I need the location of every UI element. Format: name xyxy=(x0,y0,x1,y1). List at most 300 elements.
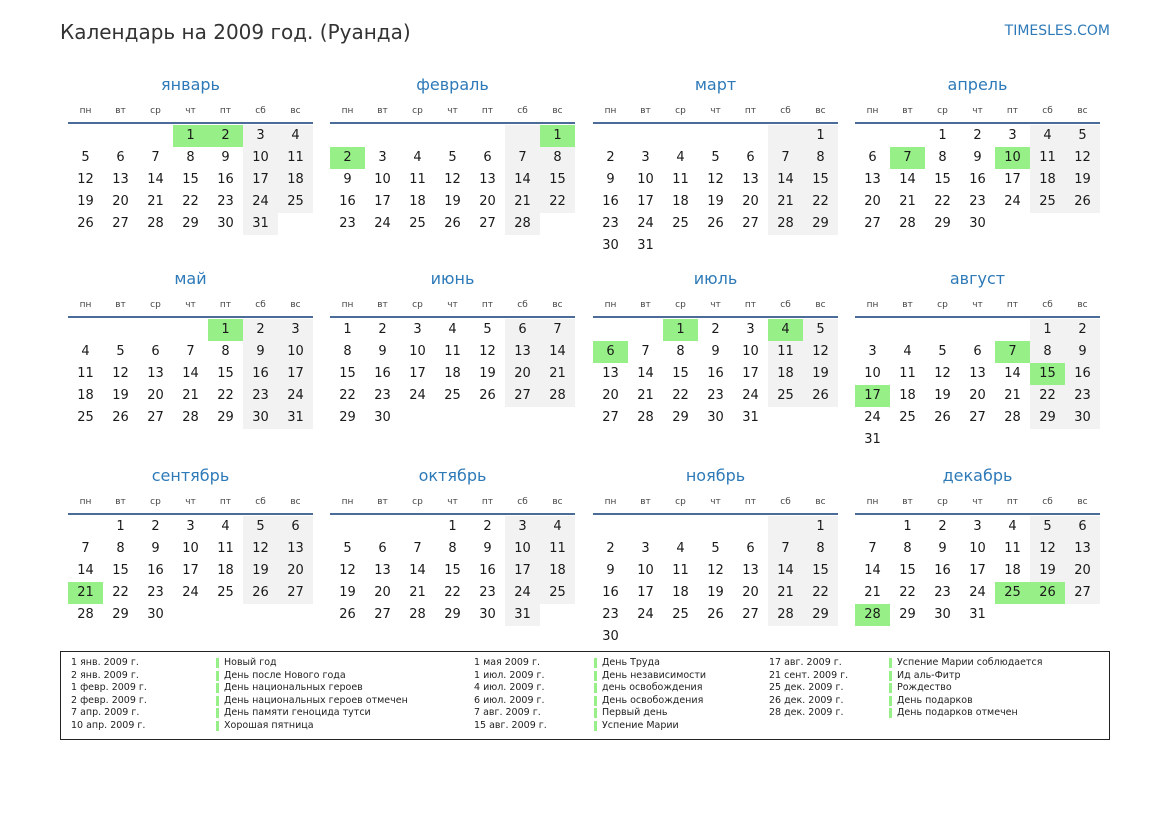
day-cell: 3 xyxy=(641,541,650,556)
day-cell: 26 xyxy=(112,410,129,425)
day-cell: 27 xyxy=(374,607,391,622)
day-cell: 6 xyxy=(593,341,628,363)
holiday-date: 2 янв. 2009 г. xyxy=(71,669,139,681)
day-cell: 27 xyxy=(864,216,881,231)
day-cell: 29 xyxy=(934,216,951,231)
weekday-label: вс xyxy=(552,300,563,310)
day-grid xyxy=(593,125,838,257)
holiday-marker xyxy=(216,696,219,706)
empty-cell xyxy=(470,407,505,429)
day-cell: 19 xyxy=(707,585,724,600)
day-cell: 13 xyxy=(864,172,881,187)
day-cell: 22 xyxy=(540,191,575,213)
day-cell: 2 xyxy=(243,319,278,341)
day-cell: 25 xyxy=(217,585,234,600)
day-cell: 1 xyxy=(343,322,352,337)
day-cell: 30 xyxy=(479,607,496,622)
day-grid xyxy=(593,516,838,648)
empty-cell xyxy=(173,604,208,626)
weekday-label: ср xyxy=(675,106,686,116)
day-grid xyxy=(68,125,313,235)
legend-item xyxy=(71,694,408,708)
holiday-date: 25 дек. 2009 г. xyxy=(769,682,844,694)
day-cell: 25 xyxy=(278,191,313,213)
weekday-label: вт xyxy=(902,106,913,116)
day-cell: 16 xyxy=(934,563,951,578)
holiday-name: Хорошая пятница xyxy=(224,719,314,731)
weekday-label: ср xyxy=(150,106,161,116)
day-cell: 30 xyxy=(217,216,234,231)
holiday-date: 17 авг. 2009 г. xyxy=(769,657,842,668)
day-cell: 23 xyxy=(602,216,619,231)
day-cell: 17 xyxy=(182,563,199,578)
day-cell: 1 xyxy=(448,519,457,534)
day-cell: 18 xyxy=(278,169,313,191)
day-cell: 8 xyxy=(1030,341,1065,363)
day-cell: 2 xyxy=(208,125,243,147)
day-cell: 1 xyxy=(903,519,912,534)
weekday-header xyxy=(68,298,313,312)
day-cell: 22 xyxy=(217,388,234,403)
empty-cell xyxy=(278,604,313,626)
weekday-label: сб xyxy=(255,497,266,507)
day-cell: 29 xyxy=(803,604,838,626)
day-cell: 12 xyxy=(479,344,496,359)
day-cell: 28 xyxy=(637,410,654,425)
day-cell: 11 xyxy=(672,563,689,578)
empty-cell xyxy=(890,125,925,147)
holiday-marker xyxy=(216,671,219,681)
day-cell: 20 xyxy=(278,560,313,582)
day-cell: 30 xyxy=(147,607,164,622)
weekday-label: вт xyxy=(115,300,126,310)
day-cell: 2 xyxy=(938,519,947,534)
empty-cell xyxy=(593,125,628,147)
empty-cell xyxy=(1065,429,1100,451)
day-cell: 6 xyxy=(868,150,877,165)
weekday-header xyxy=(593,298,838,312)
day-cell: 4 xyxy=(413,150,422,165)
empty-cell xyxy=(768,407,803,429)
day-cell: 11 xyxy=(77,366,94,381)
day-cell: 14 xyxy=(505,169,540,191)
day-cell: 30 xyxy=(374,410,391,425)
day-cell: 24 xyxy=(637,607,654,622)
day-cell: 12 xyxy=(1030,538,1065,560)
month-divider xyxy=(593,122,838,124)
day-cell: 22 xyxy=(803,582,838,604)
day-cell: 23 xyxy=(374,388,391,403)
day-cell: 20 xyxy=(112,194,129,209)
weekday-label: пн xyxy=(604,300,617,310)
month-block xyxy=(593,74,838,257)
day-cell: 15 xyxy=(444,563,461,578)
day-cell: 24 xyxy=(742,388,759,403)
weekday-label: сб xyxy=(780,497,791,507)
weekday-label: сб xyxy=(517,497,528,507)
day-cell: 29 xyxy=(112,607,129,622)
empty-cell xyxy=(698,516,733,538)
legend-item xyxy=(474,657,804,670)
day-cell: 1 xyxy=(116,519,125,534)
weekday-label: сб xyxy=(780,106,791,116)
holiday-marker xyxy=(889,671,892,681)
day-cell: 1 xyxy=(1030,319,1065,341)
weekday-label: сб xyxy=(1042,300,1053,310)
day-cell: 17 xyxy=(742,366,759,381)
month-block xyxy=(330,465,575,626)
weekday-header xyxy=(68,104,313,118)
empty-cell xyxy=(628,125,663,147)
month-block xyxy=(330,74,575,235)
holiday-date: 1 июл. 2009 г. xyxy=(474,669,545,681)
month-divider xyxy=(593,316,838,318)
day-cell: 16 xyxy=(969,172,986,187)
day-cell: 8 xyxy=(448,541,457,556)
weekday-label: сб xyxy=(780,300,791,310)
month-title: апрель xyxy=(947,75,1008,94)
weekday-label: сб xyxy=(255,300,266,310)
day-cell: 28 xyxy=(540,385,575,407)
weekday-label: сб xyxy=(1042,106,1053,116)
day-cell: 8 xyxy=(186,150,195,165)
holiday-name: день освобождения xyxy=(602,682,703,694)
day-cell: 31 xyxy=(278,407,313,429)
empty-cell xyxy=(400,516,435,538)
empty-cell xyxy=(855,516,890,538)
day-cell: 3 xyxy=(186,519,195,534)
day-cell: 12 xyxy=(243,538,278,560)
day-cell: 11 xyxy=(278,147,313,169)
day-cell: 25 xyxy=(409,216,426,231)
day-cell: 12 xyxy=(339,563,356,578)
day-cell: 8 xyxy=(540,147,575,169)
weekday-label: пн xyxy=(604,497,617,507)
legend-item xyxy=(474,707,804,720)
day-cell: 17 xyxy=(855,385,890,407)
empty-cell xyxy=(400,407,435,429)
empty-cell xyxy=(505,125,540,147)
day-cell: 12 xyxy=(934,366,951,381)
day-cell: 9 xyxy=(151,541,160,556)
weekday-label: вт xyxy=(377,497,388,507)
day-cell: 21 xyxy=(182,388,199,403)
day-cell: 22 xyxy=(803,191,838,213)
holiday-marker xyxy=(216,683,219,693)
month-title: август xyxy=(949,269,1006,288)
day-cell: 18 xyxy=(1030,169,1065,191)
holiday-date: 1 мая 2009 г. xyxy=(474,657,540,668)
empty-cell xyxy=(768,125,803,147)
day-cell: 9 xyxy=(1065,341,1100,363)
day-cell: 30 xyxy=(243,407,278,429)
weekday-label: вс xyxy=(290,497,301,507)
day-cell: 1 xyxy=(540,125,575,147)
holiday-name: Успение Марии соблюдается xyxy=(897,657,1043,668)
legend-item xyxy=(474,720,804,733)
day-cell: 25 xyxy=(77,410,94,425)
day-cell: 20 xyxy=(479,194,496,209)
day-cell: 23 xyxy=(602,607,619,622)
day-grid xyxy=(68,319,313,429)
day-cell: 29 xyxy=(899,607,916,622)
weekday-label: вс xyxy=(552,497,563,507)
empty-cell xyxy=(138,319,173,341)
day-cell: 13 xyxy=(742,172,759,187)
day-cell: 23 xyxy=(969,194,986,209)
day-cell: 7 xyxy=(413,541,422,556)
day-cell: 15 xyxy=(540,169,575,191)
day-cell: 9 xyxy=(606,563,615,578)
day-cell: 4 xyxy=(81,344,90,359)
empty-cell xyxy=(663,125,698,147)
day-cell: 16 xyxy=(479,563,496,578)
holiday-name: Новый год xyxy=(224,657,277,668)
day-cell: 7 xyxy=(641,344,650,359)
day-cell: 14 xyxy=(147,172,164,187)
day-cell: 18 xyxy=(768,363,803,385)
empty-cell xyxy=(365,125,400,147)
month-divider xyxy=(330,513,575,515)
day-cell: 23 xyxy=(339,216,356,231)
weekday-header xyxy=(330,104,575,118)
weekday-header xyxy=(68,495,313,509)
day-grid xyxy=(330,319,575,429)
day-cell: 17 xyxy=(243,169,278,191)
site-link[interactable]: TIMESLES.COM xyxy=(1004,23,1110,39)
empty-cell xyxy=(278,213,313,235)
day-cell: 13 xyxy=(969,366,986,381)
holiday-date: 1 янв. 2009 г. xyxy=(71,657,139,668)
day-cell: 7 xyxy=(151,150,160,165)
empty-cell xyxy=(103,125,138,147)
day-cell: 14 xyxy=(1004,366,1021,381)
empty-cell xyxy=(68,319,103,341)
month-block xyxy=(68,465,313,626)
day-grid xyxy=(330,125,575,235)
day-cell: 13 xyxy=(112,172,129,187)
month-divider xyxy=(855,513,1100,515)
day-cell: 7 xyxy=(768,147,803,169)
weekday-label: пн xyxy=(866,106,879,116)
holiday-name: День независимости xyxy=(602,669,707,681)
weekday-label: ср xyxy=(937,106,948,116)
day-grid xyxy=(330,516,575,626)
month-block xyxy=(330,268,575,429)
day-cell: 2 xyxy=(378,322,387,337)
day-cell: 28 xyxy=(899,216,916,231)
empty-cell xyxy=(435,125,470,147)
empty-cell xyxy=(768,235,803,257)
day-cell: 19 xyxy=(479,366,496,381)
day-cell: 26 xyxy=(339,607,356,622)
holiday-legend xyxy=(60,651,1110,740)
day-cell: 11 xyxy=(899,366,916,381)
weekday-label: пт xyxy=(744,106,757,116)
empty-cell xyxy=(698,626,733,648)
day-cell: 28 xyxy=(1004,410,1021,425)
day-cell: 2 xyxy=(151,519,160,534)
day-cell: 1 xyxy=(173,125,208,147)
empty-cell xyxy=(68,125,103,147)
day-cell: 29 xyxy=(444,607,461,622)
day-cell: 26 xyxy=(803,385,838,407)
day-cell: 28 xyxy=(77,607,94,622)
day-cell: 16 xyxy=(374,366,391,381)
day-cell: 18 xyxy=(409,194,426,209)
day-cell: 9 xyxy=(378,344,387,359)
day-cell: 7 xyxy=(540,319,575,341)
day-cell: 29 xyxy=(339,410,356,425)
holiday-marker xyxy=(594,683,597,693)
holiday-marker xyxy=(889,708,892,718)
holiday-date: 28 дек. 2009 г. xyxy=(769,707,844,719)
day-cell: 13 xyxy=(374,563,391,578)
day-cell: 23 xyxy=(479,585,496,600)
day-cell: 23 xyxy=(243,385,278,407)
legend-item xyxy=(474,670,804,683)
day-cell: 12 xyxy=(803,341,838,363)
weekday-label: вт xyxy=(377,300,388,310)
empty-cell xyxy=(470,125,505,147)
day-cell: 20 xyxy=(505,363,540,385)
day-cell: 3 xyxy=(413,322,422,337)
weekday-label: сб xyxy=(255,106,266,116)
empty-cell xyxy=(855,319,890,341)
day-cell: 28 xyxy=(505,213,540,235)
day-cell: 9 xyxy=(938,541,947,556)
empty-cell xyxy=(995,213,1030,235)
weekday-header xyxy=(330,298,575,312)
day-cell: 6 xyxy=(1065,516,1100,538)
day-cell: 16 xyxy=(339,194,356,209)
day-cell: 18 xyxy=(77,388,94,403)
day-cell: 6 xyxy=(746,150,755,165)
day-cell: 28 xyxy=(768,604,803,626)
day-cell: 26 xyxy=(707,607,724,622)
weekday-label: вс xyxy=(815,106,826,116)
day-cell: 20 xyxy=(969,388,986,403)
legend-item xyxy=(769,670,1099,683)
day-cell: 15 xyxy=(934,172,951,187)
day-cell: 20 xyxy=(742,585,759,600)
day-cell: 10 xyxy=(969,541,986,556)
day-cell: 10 xyxy=(637,563,654,578)
day-cell: 19 xyxy=(803,363,838,385)
day-cell: 21 xyxy=(768,582,803,604)
weekday-label: ср xyxy=(937,497,948,507)
weekday-label: пн xyxy=(341,106,354,116)
holiday-date: 1 февр. 2009 г. xyxy=(71,682,147,694)
day-cell: 7 xyxy=(768,538,803,560)
day-cell: 25 xyxy=(899,410,916,425)
day-cell: 25 xyxy=(1030,191,1065,213)
day-cell: 5 xyxy=(116,344,125,359)
day-cell: 31 xyxy=(243,213,278,235)
day-cell: 4 xyxy=(676,541,685,556)
day-cell: 28 xyxy=(147,216,164,231)
day-cell: 12 xyxy=(707,172,724,187)
day-cell: 21 xyxy=(899,194,916,209)
day-cell: 13 xyxy=(742,563,759,578)
holiday-marker xyxy=(216,721,219,731)
day-cell: 9 xyxy=(606,172,615,187)
day-cell: 8 xyxy=(116,541,125,556)
day-cell: 10 xyxy=(374,172,391,187)
day-cell: 22 xyxy=(899,585,916,600)
weekday-label: пт xyxy=(481,106,494,116)
weekday-label: пн xyxy=(866,497,879,507)
month-block xyxy=(68,268,313,429)
empty-cell xyxy=(925,429,960,451)
day-cell: 12 xyxy=(77,172,94,187)
empty-cell xyxy=(208,604,243,626)
month-divider xyxy=(330,122,575,124)
day-cell: 27 xyxy=(147,410,164,425)
day-cell: 3 xyxy=(868,344,877,359)
weekday-label: вс xyxy=(1077,106,1088,116)
empty-cell xyxy=(330,125,365,147)
day-cell: 5 xyxy=(81,150,90,165)
day-cell: 19 xyxy=(339,585,356,600)
day-cell: 17 xyxy=(969,563,986,578)
day-cell: 12 xyxy=(1065,147,1100,169)
day-cell: 11 xyxy=(540,538,575,560)
day-cell: 3 xyxy=(746,322,755,337)
month-block xyxy=(593,268,838,429)
month-title: декабрь xyxy=(942,466,1013,485)
day-cell: 22 xyxy=(672,388,689,403)
day-cell: 22 xyxy=(934,194,951,209)
day-cell: 4 xyxy=(540,516,575,538)
day-cell: 15 xyxy=(803,560,838,582)
day-cell: 26 xyxy=(77,216,94,231)
day-cell: 11 xyxy=(409,172,426,187)
day-cell: 31 xyxy=(742,410,759,425)
day-cell: 14 xyxy=(409,563,426,578)
holiday-name: День национальных героев xyxy=(224,682,363,694)
day-cell: 11 xyxy=(768,341,803,363)
day-grid xyxy=(593,319,838,429)
day-cell: 9 xyxy=(711,344,720,359)
legend-item xyxy=(474,682,804,695)
day-cell: 27 xyxy=(602,410,619,425)
day-cell: 3 xyxy=(973,519,982,534)
empty-cell xyxy=(330,516,365,538)
day-cell: 28 xyxy=(768,213,803,235)
legend-column xyxy=(71,657,408,733)
day-cell: 30 xyxy=(602,629,619,644)
day-cell: 4 xyxy=(676,150,685,165)
empty-cell xyxy=(540,213,575,235)
day-cell: 24 xyxy=(637,216,654,231)
day-cell: 3 xyxy=(378,150,387,165)
day-cell: 15 xyxy=(899,563,916,578)
day-cell: 16 xyxy=(243,363,278,385)
weekday-header xyxy=(593,495,838,509)
day-cell: 25 xyxy=(672,216,689,231)
day-cell: 30 xyxy=(934,607,951,622)
day-cell: 20 xyxy=(742,194,759,209)
day-cell: 7 xyxy=(505,147,540,169)
day-cell: 17 xyxy=(1004,172,1021,187)
day-cell: 23 xyxy=(1065,385,1100,407)
month-title: май xyxy=(174,269,207,288)
empty-cell xyxy=(803,235,838,257)
empty-cell xyxy=(768,626,803,648)
day-cell: 11 xyxy=(217,541,234,556)
day-cell: 8 xyxy=(221,344,230,359)
